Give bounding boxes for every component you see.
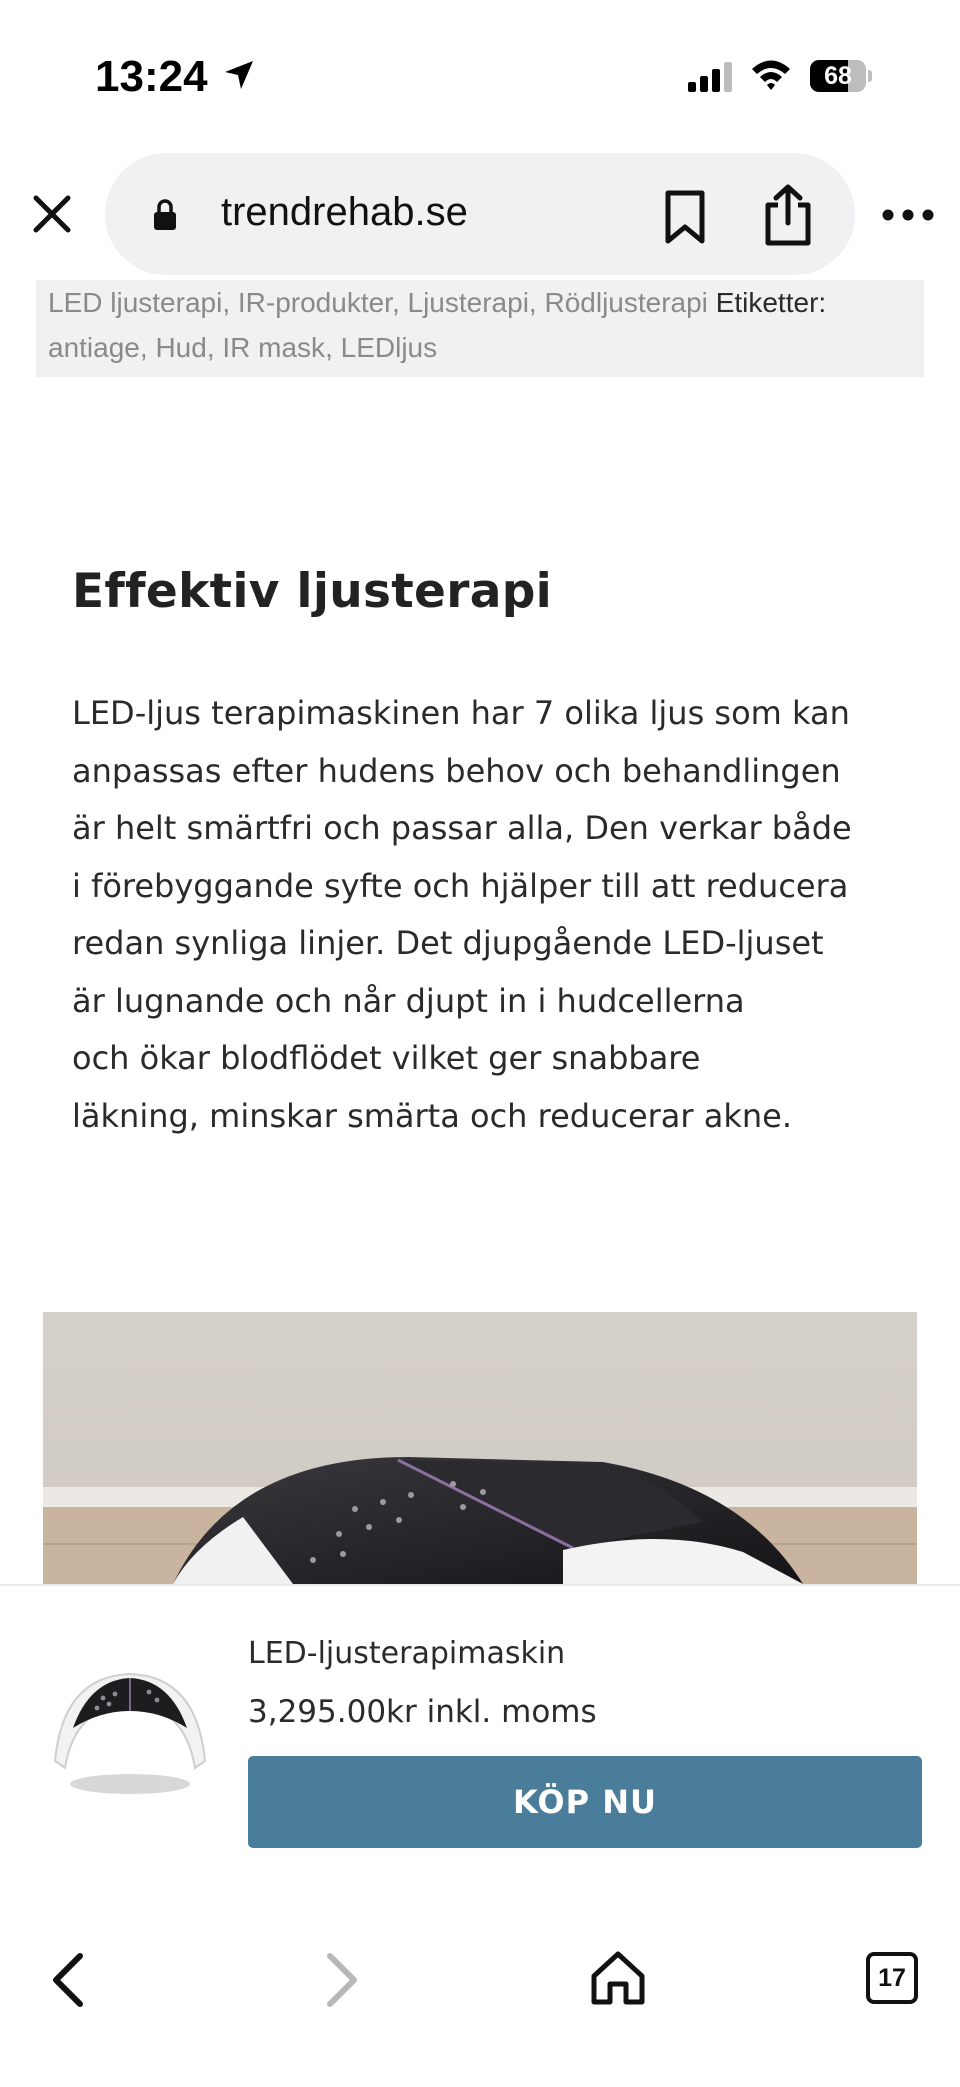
address-bar[interactable]: [105, 153, 855, 275]
chevron-left-icon[interactable]: [48, 1950, 88, 2010]
category-link[interactable]: Rödljusterapi: [544, 287, 708, 318]
bookmark-icon[interactable]: [660, 189, 710, 245]
section-heading: Effektiv ljusterapi: [72, 564, 553, 619]
tab-count: 17: [866, 1952, 918, 2004]
location-arrow-icon: [222, 58, 256, 92]
product-photo: [43, 1312, 917, 1584]
paragraph-line: är lugnande och når djupt in i hudcellerna: [72, 981, 745, 1020]
wifi-icon: [750, 58, 792, 92]
meta-separator: ,: [325, 332, 341, 363]
cellular-signal-icon: [688, 62, 736, 92]
status-time: 13:24: [95, 52, 208, 101]
tag-link[interactable]: antiage: [48, 332, 140, 363]
tag-link[interactable]: IR mask: [222, 332, 326, 363]
category-link[interactable]: IR-produkter: [237, 287, 392, 318]
tags-label: Etiketter:: [715, 287, 827, 318]
tabs-icon[interactable]: [866, 1952, 918, 2004]
battery-icon: [810, 60, 872, 92]
paragraph-line: redan synliga linjer. Det djupgående LED-ljuset: [72, 924, 824, 962]
buy-now-button[interactable]: KÖP NU: [248, 1756, 922, 1848]
product-price: 3,295.00kr inkl. moms: [248, 1694, 597, 1730]
meta-separator: ,: [206, 332, 223, 363]
more-icon[interactable]: [880, 205, 936, 225]
browser-url-row: [0, 150, 960, 280]
close-icon[interactable]: [28, 190, 76, 238]
tag-link[interactable]: LEDljus: [340, 332, 438, 363]
meta-separator: ,: [139, 332, 156, 363]
chevron-right-icon[interactable]: [322, 1950, 362, 2010]
product-name: LED-ljusterapimaskin: [248, 1636, 566, 1671]
paragraph-line: LED-ljus terapimaskinen har 7 olika ljus som kan: [72, 694, 850, 732]
sticky-buy-bar: [0, 1584, 960, 1902]
meta-separator: ,: [528, 287, 545, 318]
battery-level: 68: [824, 62, 852, 90]
meta-separator: ,: [391, 287, 408, 318]
home-icon[interactable]: [588, 1948, 648, 2008]
paragraph-line: i förebyggande syfte och hjälper till att reducera: [72, 866, 849, 905]
tag-link[interactable]: Hud: [155, 332, 207, 363]
url-text: trendrehab.se: [221, 190, 468, 234]
category-link[interactable]: LED ljusterapi: [48, 287, 223, 318]
paragraph-line: läkning, minskar smärta och reducerar akne.: [72, 1096, 793, 1135]
paragraph-line: och ökar blodflödet vilket ger snabbare: [72, 1039, 701, 1077]
meta-text: [48, 280, 918, 370]
paragraph-line: är helt smärtfri och passar alla, Den verkar både: [72, 809, 852, 847]
share-icon[interactable]: [760, 183, 816, 247]
category-link[interactable]: Ljusterapi: [407, 287, 529, 318]
product-meta: [36, 280, 924, 377]
section-paragraph: [72, 685, 872, 1145]
lock-icon: [153, 199, 177, 231]
browser-toolbar: [0, 1900, 960, 2087]
product-thumbnail: [45, 1656, 215, 1806]
status-bar: [0, 0, 960, 150]
paragraph-line: anpassas efter hudens behov och behandlingen: [72, 751, 841, 790]
meta-separator: ,: [222, 287, 238, 318]
